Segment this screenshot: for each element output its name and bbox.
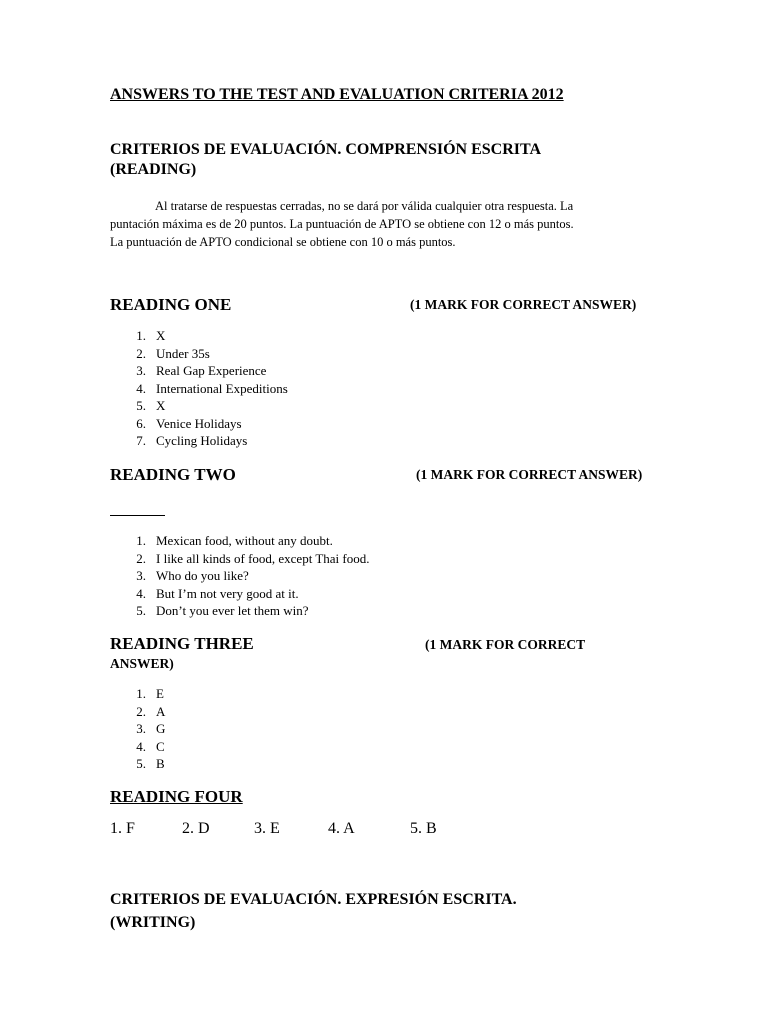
reading-three-mark-note-cont: ANSWER) [110, 656, 174, 671]
list-item-number: 5. [136, 398, 146, 413]
list-item-number: 5. [136, 603, 146, 618]
list-item [110, 415, 510, 433]
list-item [110, 602, 510, 620]
paragraph-line: La puntuación de APTO condicional se obtiene con 10 o más puntos. [110, 235, 456, 249]
list-item-number: 5. [136, 756, 146, 771]
list-item [110, 432, 510, 450]
list-item-text: B [156, 756, 165, 771]
reading-one-mark-note: (1 MARK FOR CORRECT ANSWER) [410, 297, 637, 312]
reading-criteria-heading: CRITERIOS DE EVALUACIÓN. COMPRENSIÓN ESCRITA [110, 141, 542, 158]
reading-four-heading: READING FOUR [110, 787, 243, 806]
list-item [110, 567, 510, 585]
list-item-text: X [156, 328, 166, 343]
list-item-text: International Expeditions [156, 380, 288, 396]
paragraph-line: puntación máxima es de 20 puntos. La puntuación de APTO se obtiene con 12 o más puntos. [110, 217, 574, 231]
document-title: ANSWERS TO THE TEST AND EVALUATION CRITERIA 2012 [110, 86, 564, 103]
list-item [110, 327, 510, 345]
list-item-text: Cycling Holidays [156, 433, 248, 448]
list-item-text: Who do you like? [156, 568, 249, 583]
reading-criteria-heading-sub: (READING) [110, 161, 197, 178]
list-item-text: Under 35s [156, 345, 210, 361]
reading-four-answer: 4. A [328, 820, 355, 837]
list-item-number: 6. [136, 415, 146, 431]
list-item-number: 7. [136, 433, 146, 448]
list-item-number: 3. [136, 363, 146, 378]
list-item-number: 1. [136, 686, 146, 701]
list-item [110, 585, 510, 603]
list-item [110, 397, 510, 415]
reading-two-answer-list [110, 532, 510, 620]
list-item [110, 738, 510, 756]
list-item-text: E [156, 686, 164, 701]
list-item-number: 4. [136, 380, 146, 396]
list-item [110, 720, 510, 738]
reading-one-heading: READING ONE [110, 295, 232, 314]
paragraph-line: Al tratarse de respuestas cerradas, no se dará por válida cualquier otra respuesta. La [155, 199, 574, 213]
divider-line [110, 515, 165, 516]
list-item-text: Venice Holidays [156, 415, 242, 431]
list-item-number: 2. [136, 550, 146, 566]
list-item-number: 1. [136, 328, 146, 343]
reading-three-mark-note: (1 MARK FOR CORRECT [425, 637, 586, 652]
list-item-text: Don’t you ever let them win? [156, 603, 309, 618]
list-item [110, 345, 510, 363]
list-item-number: 4. [136, 585, 146, 601]
reading-four-answer: 5. B [410, 820, 437, 837]
list-item-number: 2. [136, 345, 146, 361]
reading-three-answer-list [110, 685, 510, 773]
reading-one-answer-list [110, 327, 510, 450]
list-item-text: A [156, 703, 166, 719]
list-item [110, 685, 510, 703]
list-item [110, 550, 510, 568]
reading-three-heading: READING THREE [110, 634, 254, 653]
writing-criteria-heading-sub: (WRITING) [110, 914, 196, 931]
list-item-text: Mexican food, without any doubt. [156, 533, 333, 548]
list-item-number: 2. [136, 703, 146, 719]
list-item [110, 703, 510, 721]
reading-four-answer: 1. F [110, 820, 135, 837]
reading-four-answers [110, 820, 510, 842]
list-item [110, 362, 510, 380]
list-item [110, 755, 510, 773]
list-item-number: 3. [136, 721, 146, 736]
list-item-number: 4. [136, 738, 146, 754]
list-item [110, 380, 510, 398]
reading-four-answer: 2. D [182, 820, 210, 837]
list-item-text: Real Gap Experience [156, 363, 267, 378]
reading-two-mark-note: (1 MARK FOR CORRECT ANSWER) [416, 467, 643, 482]
list-item-text: I like all kinds of food, except Thai food. [156, 550, 370, 566]
reading-criteria-paragraph [110, 197, 655, 251]
list-item-number: 1. [136, 533, 146, 548]
list-item-text: But I’m not very good at it. [156, 585, 299, 601]
list-item-text: X [156, 398, 166, 413]
list-item-text: G [156, 721, 166, 736]
list-item-number: 3. [136, 568, 146, 583]
reading-two-heading: READING TWO [110, 465, 236, 484]
reading-four-answer: 3. E [254, 820, 280, 837]
list-item-text: C [156, 738, 165, 754]
list-item [110, 532, 510, 550]
writing-criteria-heading: CRITERIOS DE EVALUACIÓN. EXPRESIÓN ESCRITA. [110, 891, 517, 908]
